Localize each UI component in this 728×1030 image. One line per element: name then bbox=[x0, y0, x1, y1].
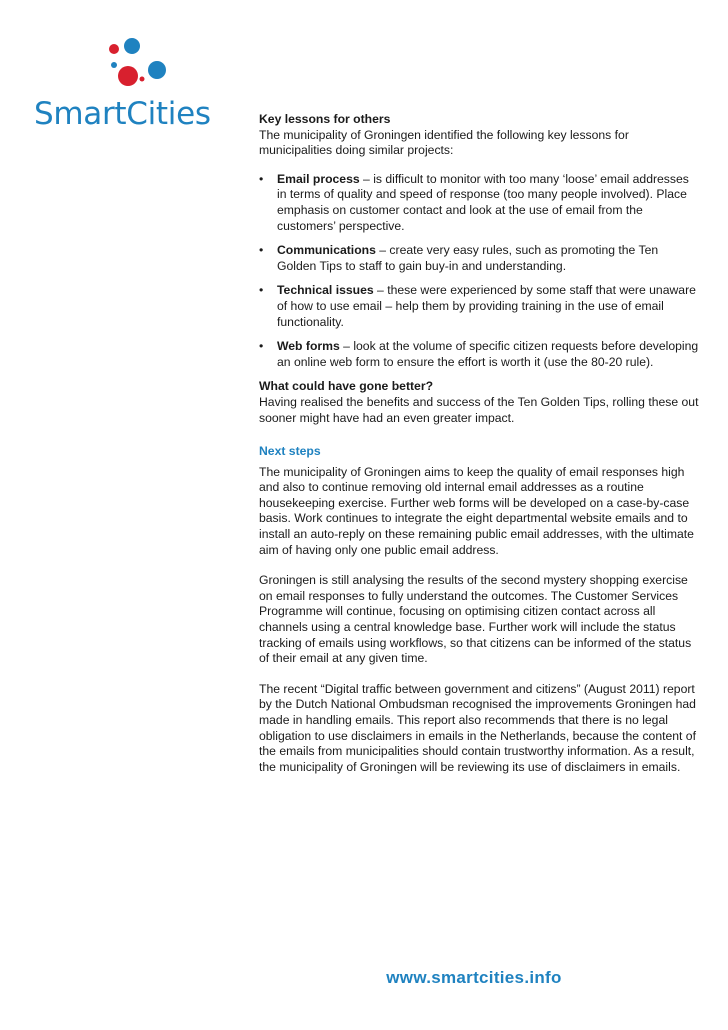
next-steps-paragraph: The recent “Digital traffic between government and citizens” (August 2011) report by the Dutch National Ombudsman recognised the improvements Groningen had made in handling emails. This report also recommends that there is no legal obligation to use disclaimers in emails in the Netherlands, because the content of the emails from municipalities should contain trustworthy information. As a result, the municipality of Groningen will be reviewing its use of disclaimers in emails. bbox=[259, 681, 696, 774]
lesson-term: Email process bbox=[277, 171, 360, 186]
key-lessons-intro: The municipality of Groningen identified the following key lessons for municipalities doing similar projects: bbox=[259, 127, 629, 158]
next-steps-section bbox=[259, 444, 699, 775]
better-text: Having realised the benefits and success of the Ten Golden Tips, rolling these out sooner might have had an even greater impact. bbox=[259, 394, 699, 425]
list-item bbox=[259, 283, 699, 330]
list-item bbox=[259, 172, 699, 234]
list-item bbox=[259, 339, 699, 370]
lesson-text: – is difficult to monitor with too many ‘loose’ email addresses in terms of quality and speed of response (too many people involved). Place emphasis on customer contact and look at the use of email from the customers’ perspective. bbox=[277, 171, 689, 233]
key-lessons-section bbox=[259, 112, 699, 370]
lesson-term: Web forms bbox=[277, 339, 340, 354]
dots-logo-icon bbox=[102, 38, 182, 90]
next-steps-heading: Next steps bbox=[259, 444, 321, 459]
lesson-text: – create very easy rules, such as promoting the Ten Golden Tips to staff to gain buy-in and understanding. bbox=[277, 243, 659, 273]
bullet-icon: • bbox=[259, 243, 264, 258]
lesson-text: – these were experienced by some staff that were unaware of how to use email – help them by providing training in the use of email functionality. bbox=[277, 283, 696, 329]
next-steps-paragraph: The municipality of Groningen aims to keep the quality of email responses high and also to continue removing old internal email addresses as a routine housekeeping exercise. Further web forms will be developed on a case-by-case basis. Work continues to integrate the eight departmental website emails and to install an auto-reply on these remaining public email addresses, with the ultimate aim of having only one public email address. bbox=[259, 464, 694, 557]
logo-wordmark: SmartCities bbox=[34, 96, 211, 132]
main-content bbox=[259, 112, 699, 790]
lessons-list bbox=[259, 172, 699, 371]
bullet-icon: • bbox=[259, 339, 264, 354]
lesson-term: Technical issues bbox=[277, 283, 374, 298]
footer-website-link[interactable]: www.smartcities.info bbox=[386, 968, 562, 987]
lesson-text: – look at the volume of specific citizen requests before developing an online web form to ensure the effort is worth it (use the 80-20 rule). bbox=[277, 339, 699, 369]
key-lessons-heading: Key lessons for others bbox=[259, 112, 391, 126]
list-item bbox=[259, 243, 699, 274]
bullet-icon: • bbox=[259, 283, 264, 298]
next-steps-paragraph: Groningen is still analysing the results of the second mystery shopping exercise on email responses to fully understand the outcomes. The Customer Services Programme will continue, focusing on optimising citizen contact across all channels using a central knowledge base. Further work will include the status tracking of emails using workflows, so that citizens can be informed of the status of their email at any given time. bbox=[259, 573, 692, 666]
better-section bbox=[259, 379, 699, 426]
better-heading: What could have gone better? bbox=[259, 379, 434, 394]
smartcities-logo bbox=[34, 38, 234, 138]
bullet-icon: • bbox=[259, 171, 264, 186]
lesson-term: Communications bbox=[277, 243, 376, 258]
